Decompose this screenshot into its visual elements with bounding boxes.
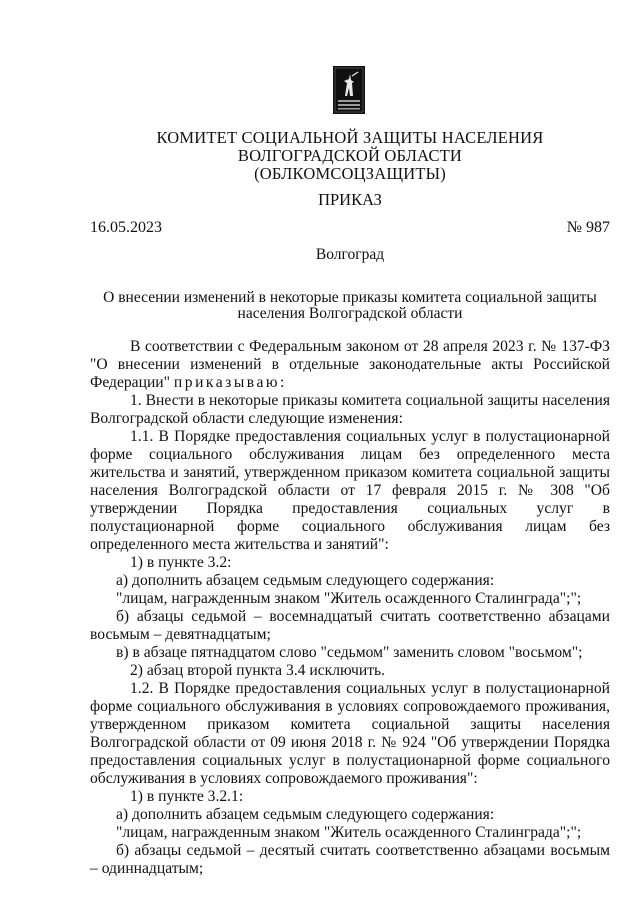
paragraph-1-1-item-1a-quote: "лицам, награжденным знаком "Житель осажденного Сталинграда";"; <box>116 590 582 607</box>
paragraph-1-1-item-1c: в) в абзаце пятнадцатом слово "седьмом" заменить словом "восьмом"; <box>116 644 583 661</box>
organization-name-line2: ВОЛГОГРАДСКОЙ ОБЛАСТИ <box>237 146 463 165</box>
paragraph-1-1: 1.1. В Порядке предоставления социальных услуг в полустационарной форме социального обслуживания лицам без определенного места жительства и занятий, утвержденном приказом комитета социальной защиты населения Волгоградской области от 17 февраля 2015 г. № 308 "Об утверждении Порядка предоставления социальных услуг в полустационарной форме социального обслуживания лицам без определенного места жительства и занятий": <box>90 428 610 553</box>
organization-name-line1: КОМИТЕТ СОЦИАЛЬНОЙ ЗАЩИТЫ НАСЕЛЕНИЯ <box>156 128 544 147</box>
document-type-title: ПРИКАЗ <box>318 190 382 209</box>
coat-of-arms-icon <box>333 66 365 114</box>
paragraph-1-1-item-2: 2) абзац второй пункта 3.4 исключить. <box>130 662 386 679</box>
paragraph-1-2: 1.2. В Порядке предоставления социальных услуг в полустационарной форме социального обслуживания в условиях сопровождаемого проживания, утвержденном приказом комитета социальной защиты населения Волгоградской области от 09 июня 2018 г. № 924 "Об утверждении Порядка предоставления социальных услуг в полустационарной форме социального обслуживания в условиях сопровождаемого проживания": <box>90 680 610 787</box>
volgograd-coat-of-arms-emblem <box>333 66 365 114</box>
paragraph-1-1-item-1a: а) дополнить абзацем седьмым следующего содержания: <box>116 572 495 589</box>
paragraph-1-1-item-1b: б) абзацы седьмой – восемнадцатый считать соответственно абзацами восьмым – девятнадцатым; <box>90 608 610 643</box>
paragraph-1-2-item-1a: а) дополнить абзацем седьмым следующего содержания: <box>116 806 495 823</box>
subject-line1: О внесении изменений в некоторые приказы комитета социальной защиты <box>103 289 597 306</box>
organization-abbreviation: (ОБЛКОМСОЦЗАЩИТЫ) <box>254 164 446 183</box>
paragraph-1-1-item-1: 1) в пункте 3.2: <box>130 554 232 571</box>
order-date: 16.05.2023 <box>90 219 162 236</box>
paragraph-1-2-item-1a-quote: "лицам, награжденным знаком "Житель осажденного Сталинграда";"; <box>116 824 582 841</box>
order-subject <box>90 290 610 322</box>
order-body <box>90 338 610 878</box>
subject-line2: населения Волгоградской области <box>237 305 463 322</box>
city-name: Волгоград <box>315 246 385 263</box>
paragraph-1-2-item-1: 1) в пункте 3.2.1: <box>130 788 244 805</box>
preamble-paragraph <box>90 338 610 392</box>
paragraph-1-2-item-1b: б) абзацы седьмой – десятый считать соответственно абзацами восьмым – одиннадцатым; <box>90 842 610 877</box>
paragraph-1: 1. Внести в некоторые приказы комитета социальной защиты населения Волгоградской области следующие изменения: <box>90 392 610 427</box>
preamble-text: В соответствии с Федеральным законом от 28 апреля 2023 г. № 137-ФЗ "О внесении изменений в отдельные законодательные акты Российской Федерации" <box>90 338 610 391</box>
order-number: № 987 <box>566 219 610 236</box>
order-word: приказываю: <box>173 374 287 391</box>
